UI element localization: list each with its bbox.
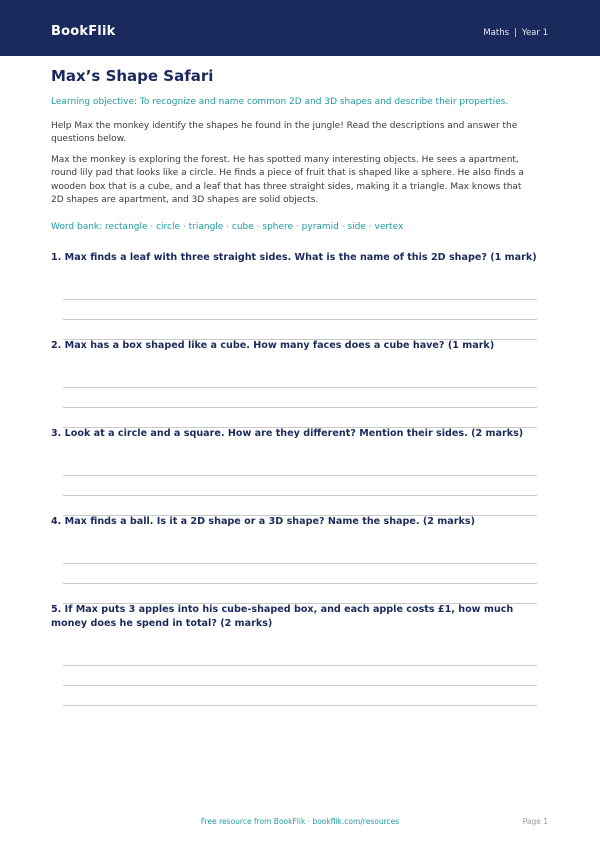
answer-line[interactable] (63, 583, 537, 584)
question-3: 3. Look at a circle and a square. How are they different? Mention their sides. (2 marks) (51, 428, 524, 439)
answer-line[interactable] (63, 387, 537, 388)
footer-credit: Free resource from BookFlik · bookflik.com/resources (200, 817, 400, 826)
header-bar (0, 0, 600, 56)
answer-line[interactable] (63, 407, 537, 408)
answer-line[interactable] (63, 495, 537, 496)
answer-line[interactable] (63, 563, 537, 564)
intro-paragraph: Help Max the monkey identify the shapes he found in the jungle! Read the descriptions and answer the questions below. (51, 121, 518, 145)
answer-line[interactable] (63, 705, 537, 706)
page-number: Page 1 (522, 817, 548, 826)
answer-line[interactable] (63, 299, 537, 300)
question-1: 1. Max finds a leaf with three straight sides. What is the name of this 2D shape? (1 mark) (51, 252, 537, 263)
brand-logo: BookFlik (51, 24, 116, 39)
story-paragraph: Max the monkey is exploring the forest. He has spotted many interesting objects. He sees a apartment, round lily pad that looks like a circle. He finds a piece of fruit that is shaped like a sphere. He also finds a wooden box that is a cube, and a leaf that has three straight sides, making it a triangle. Max knows that 2D shapes are apartment, and 3D shapes are solid objects. (51, 155, 524, 206)
question-5: 5. If Max puts 3 apples into his cube-shaped box, and each apple costs £1, how much money does he spend in total? (2 marks) (51, 604, 514, 629)
answer-line[interactable] (63, 665, 537, 666)
meta-separator: | (514, 28, 517, 38)
answer-line[interactable] (63, 685, 537, 686)
question-4: 4. Max finds a ball. Is it a 2D shape or a 3D shape? Name the shape. (2 marks) (51, 516, 475, 527)
learning-objective: Learning objective: To recognize and name common 2D and 3D shapes and describe their properties. (51, 97, 509, 107)
year-label: Year 1 (521, 28, 548, 38)
answer-line[interactable] (63, 319, 537, 320)
subject-label: Maths (483, 28, 510, 38)
question-2: 2. Max has a box shaped like a cube. How many faces does a cube have? (1 mark) (51, 340, 495, 351)
answer-line[interactable] (63, 475, 537, 476)
word-bank: Word bank: rectangle · circle · triangle · cube · sphere · pyramid · side · vertex (51, 222, 404, 232)
page-title: Max’s Shape Safari (51, 67, 214, 85)
header-meta (483, 27, 548, 39)
